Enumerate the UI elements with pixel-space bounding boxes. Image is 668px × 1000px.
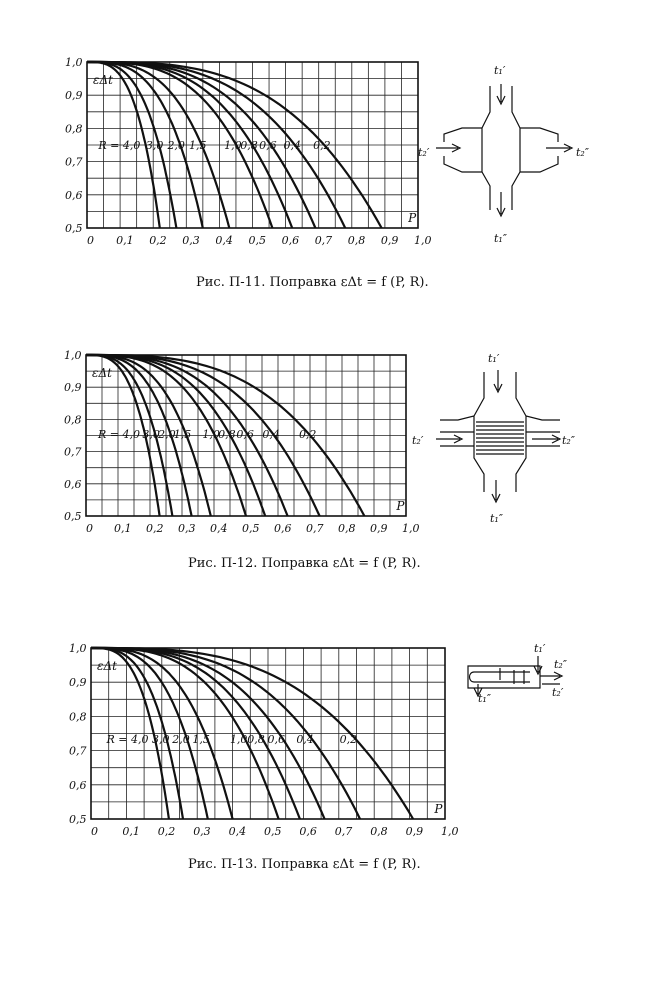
series-label-R-0-2: 0,2	[339, 733, 358, 746]
x-tick-label: 0,9	[370, 522, 388, 535]
caption-p12: Рис. П-12. Поправка εΔt = f (P, R).	[188, 556, 421, 571]
x-axis-label: P	[434, 802, 443, 816]
y-tick-label: 0,5	[65, 222, 83, 235]
diagram-label-t1-in: t₁′	[488, 352, 500, 365]
caption-p11: Рис. П-11. Поправка εΔt = f (P, R).	[196, 275, 429, 290]
flow-arrows	[436, 370, 560, 502]
series-label-R-0-4: 0,4	[296, 733, 314, 746]
x-tick-label: 0,3	[182, 234, 200, 247]
y-tick-label: 0,5	[64, 510, 82, 523]
flow-arrows	[436, 84, 572, 216]
x-tick-label: 0	[86, 522, 93, 535]
series-label-R-3-0: 3,0	[145, 139, 164, 152]
x-tick-label: 0,5	[242, 522, 260, 535]
x-tick-label: 0,9	[405, 825, 424, 838]
series-label-R-1-5: 1,5	[192, 733, 210, 746]
series-label-R-0-8: 0,8	[218, 428, 236, 441]
diagram-label-t2-out: t₂″	[576, 146, 589, 159]
diagram-label-t1-in: t₁′	[534, 642, 546, 655]
x-tick-label: 0,4	[210, 522, 228, 535]
series-label-R-0-2: 0,2	[313, 139, 331, 152]
y-tick-label: 0,8	[64, 413, 82, 427]
x-tick-label: 0,7	[306, 522, 324, 535]
y-axis-label: εΔt	[97, 659, 117, 673]
x-tick-label: 0,3	[178, 522, 196, 535]
diagram-label-t2-in: t₂′	[412, 434, 424, 447]
diagram-label-t2-out: t₂″	[554, 658, 567, 671]
x-tick-label: 0,8	[338, 522, 356, 535]
diagram-label-t1-out: t₁″	[494, 232, 507, 245]
series-label-R-2-0: 2,0	[172, 733, 190, 746]
y-tick-label: 0,6	[69, 778, 87, 792]
y-tick-label: 0,7	[69, 744, 87, 758]
x-tick-label: 0,6	[274, 522, 292, 535]
x-tick-label: 0,9	[380, 234, 399, 247]
x-tick-label: 0	[91, 825, 98, 838]
series-label-R-3-0: 3,0	[142, 428, 160, 441]
x-tick-label: 0,2	[149, 234, 167, 247]
x-tick-label: 0,1	[116, 234, 134, 247]
x-tick-label: 0,2	[157, 825, 176, 838]
y-tick-label: 0,7	[64, 445, 82, 459]
y-axis-label: εΔt	[93, 73, 113, 87]
x-axis-label: P	[396, 499, 405, 513]
series-label-R-2-0: 2,0	[167, 139, 185, 152]
x-tick-label: 1,0	[402, 522, 420, 535]
series-label-R-1-0: 1,0	[224, 139, 242, 152]
x-tick-label: 0,5	[248, 234, 266, 247]
x-tick-label: 0,1	[122, 825, 140, 838]
series-label-R-0-6: 0,6	[236, 428, 254, 441]
x-tick-label: 0,3	[193, 825, 211, 838]
flow-arrows	[474, 656, 562, 696]
x-tick-label: 1,0	[441, 825, 459, 838]
y-tick-label: 1,0	[65, 56, 83, 69]
chart-p12	[64, 349, 420, 535]
x-tick-label: 0,5	[264, 825, 282, 838]
series-label-R-0-6: 0,6	[267, 733, 285, 746]
x-tick-label: 0,8	[347, 234, 366, 247]
y-tick-label: 0,9	[69, 676, 87, 690]
chart-p13	[69, 642, 459, 838]
y-tick-label: 0,6	[65, 188, 83, 202]
x-tick-label: 0,6	[281, 234, 300, 247]
y-tick-label: 0,8	[69, 710, 87, 724]
series-label-R-1-0: 1,0	[229, 733, 248, 746]
x-tick-label: 1,0	[414, 234, 432, 247]
y-tick-label: 0,9	[65, 89, 83, 103]
diagram-label-t1-out: t₁″	[478, 692, 491, 705]
series-label-R-3-0: 3,0	[152, 733, 170, 746]
diagram-label-t1-out: t₁″	[490, 512, 503, 525]
x-tick-label: 0,8	[370, 825, 388, 838]
diagram-label-t2-in: t₂′	[418, 146, 430, 159]
series-label-R-0-8: 0,8	[240, 139, 258, 152]
series-label-R-1-5: 1,5	[173, 428, 192, 441]
caption-p13: Рис. П-13. Поправка εΔt = f (P, R).	[188, 857, 421, 872]
diagram-label-t2-in: t₂′	[552, 686, 564, 699]
y-tick-label: 0,7	[65, 155, 83, 169]
series-label-R-2-0: 2,0	[158, 428, 176, 441]
x-tick-label: 0,2	[146, 522, 164, 535]
series-label-R-4-0: R = 4,0	[97, 428, 140, 441]
x-tick-label: 0,7	[334, 825, 353, 838]
y-axis-label: εΔt	[92, 366, 112, 380]
x-tick-label: 0,4	[215, 234, 233, 247]
series-label-R-0-4: 0,4	[283, 139, 301, 152]
y-tick-label: 0,9	[64, 381, 82, 395]
series-label-R-0-8: 0,8	[247, 733, 265, 746]
series-label-R-1-5: 1,5	[189, 139, 207, 152]
x-tick-label: 0	[87, 234, 94, 247]
x-tick-label: 0,6	[299, 825, 317, 838]
flow-diagram-p12	[412, 352, 576, 525]
series-label-R-0-2: 0,2	[298, 428, 317, 441]
x-axis-label: P	[408, 211, 417, 225]
x-tick-label: 0,1	[114, 522, 132, 535]
y-tick-label: 0,6	[64, 477, 82, 491]
x-tick-label: 0,4	[228, 825, 247, 838]
series-label-R-4-0: R = 4,0	[106, 733, 149, 746]
diagram-body	[440, 372, 560, 492]
flow-diagram-p13	[468, 642, 568, 705]
x-tick-label: 0,7	[314, 234, 333, 247]
series-label-R-4-0: R = 4,0	[98, 139, 141, 152]
y-tick-label: 1,0	[69, 642, 87, 655]
chart-p11	[65, 56, 432, 247]
series-label-R-0-6: 0,6	[259, 139, 277, 152]
y-tick-label: 0,5	[69, 813, 87, 826]
diagram-label-t1-in: t₁′	[494, 64, 506, 77]
diagram-label-t2-out: t₂″	[562, 434, 575, 447]
series-label-R-0-4: 0,4	[262, 428, 280, 441]
y-tick-label: 0,8	[65, 122, 83, 136]
diagram-body	[468, 666, 540, 688]
series-label-R-1-0: 1,0	[202, 428, 220, 441]
flow-diagram-p11	[418, 64, 590, 245]
y-tick-label: 1,0	[64, 349, 82, 362]
